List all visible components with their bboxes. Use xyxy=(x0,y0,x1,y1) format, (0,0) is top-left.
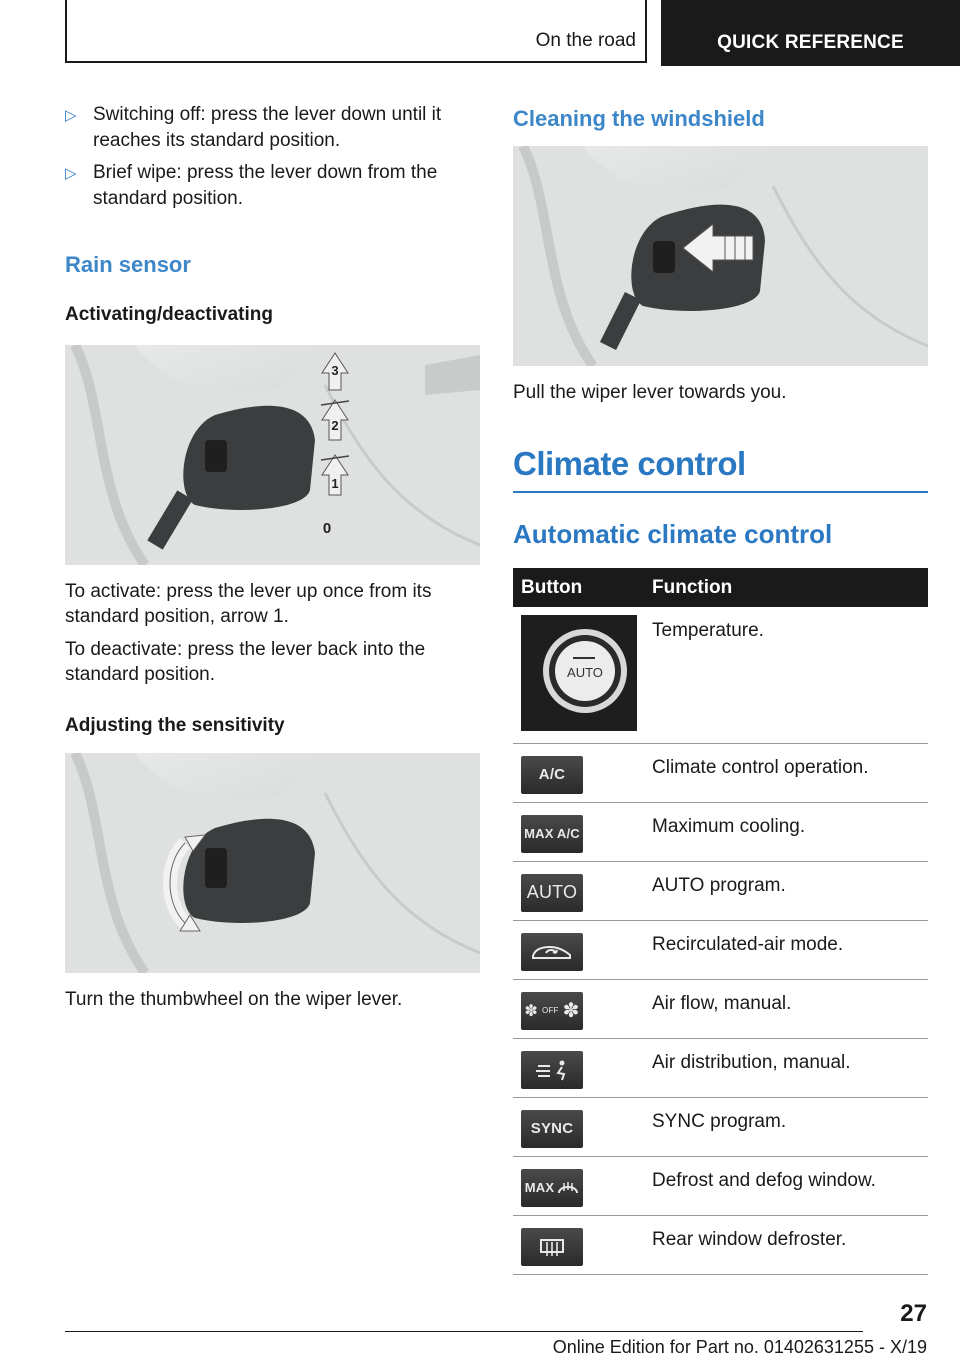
table-row xyxy=(513,743,928,802)
pull-text: Pull the wiper lever towards you. xyxy=(513,382,787,403)
table-row xyxy=(513,1215,928,1274)
fan-small-icon: ✽ xyxy=(524,1002,539,1020)
rain-sensor-heading: Rain sensor xyxy=(65,252,191,277)
thumbwheel-figure xyxy=(65,753,480,973)
function-cell: Air flow, manual. xyxy=(644,979,928,1038)
page-header xyxy=(0,0,960,66)
activating-heading: Activating/deactivating xyxy=(65,304,273,325)
max-label: MAX xyxy=(524,1180,555,1195)
chapter-tab[interactable]: QUICK REFERENCE xyxy=(661,0,960,66)
column-header-button: Button xyxy=(513,568,644,607)
rear-defrost-icon xyxy=(521,1228,583,1266)
fan-off-label: OFF xyxy=(542,1006,559,1015)
table-row xyxy=(513,802,928,861)
function-cell: SYNC program. xyxy=(644,1097,928,1156)
function-cell: Air distribution, manual. xyxy=(644,1038,928,1097)
list-item-text: Switching off: press the lever down until it reaches its standard position. xyxy=(93,104,442,151)
auto-button-icon: AUTO xyxy=(521,874,583,912)
page-number: 27 xyxy=(900,1300,927,1327)
heading-rule xyxy=(513,491,928,493)
auto-label: AUTO xyxy=(567,665,603,680)
windshield-heat-icon xyxy=(557,1179,579,1197)
table-header-row xyxy=(513,568,928,607)
position-label: 3 xyxy=(331,363,339,378)
left-column xyxy=(65,102,480,1020)
deactivate-text: To deactivate: press the lever back into the standard position. xyxy=(65,639,426,685)
temperature-auto-dial-icon xyxy=(521,615,637,731)
climate-control-heading: Climate control xyxy=(513,445,746,482)
position-label: 0 xyxy=(322,520,332,537)
list-item xyxy=(65,160,480,212)
function-cell: Temperature. xyxy=(644,607,928,743)
windshield-lever-figure xyxy=(513,146,928,366)
function-cell: Defrost and defog window. xyxy=(644,1156,928,1215)
function-cell: AUTO program. xyxy=(644,861,928,920)
column-header-function: Function xyxy=(644,568,928,607)
thumbwheel-text: Turn the thumbwheel on the wiper lever. xyxy=(65,989,403,1010)
table-row xyxy=(513,1156,928,1215)
right-column xyxy=(513,102,928,1275)
automatic-climate-heading: Automatic climate control xyxy=(513,519,833,549)
climate-buttons-table xyxy=(513,568,928,1275)
list-item-text: Brief wipe: press the lever down from the standard position. xyxy=(93,162,438,209)
cleaning-heading: Cleaning the windshield xyxy=(513,106,765,131)
function-cell: Rear window defroster. xyxy=(644,1215,928,1274)
table-row xyxy=(513,607,928,743)
triangle-bullet-icon: ▷ xyxy=(65,165,77,182)
recirculation-icon xyxy=(521,933,583,971)
sensitivity-heading: Adjusting the sensitivity xyxy=(65,715,285,736)
position-label: 2 xyxy=(331,418,339,433)
table-row xyxy=(513,1097,928,1156)
table-row xyxy=(513,979,928,1038)
ac-button-icon: A/C xyxy=(521,756,583,794)
footer-rule xyxy=(65,1331,863,1332)
function-cell: Climate control operation. xyxy=(644,743,928,802)
list-item xyxy=(65,102,480,154)
max-defrost-icon xyxy=(521,1169,583,1207)
table-row xyxy=(513,861,928,920)
function-cell: Recirculated-air mode. xyxy=(644,920,928,979)
max-ac-button-icon: MAX A/C xyxy=(521,815,583,853)
fan-large-icon: ✽ xyxy=(562,1000,580,1022)
position-label: 1 xyxy=(331,476,339,491)
table-row xyxy=(513,920,928,979)
function-cell: Maximum cooling. xyxy=(644,802,928,861)
sync-button-icon: SYNC xyxy=(521,1110,583,1148)
triangle-bullet-icon: ▷ xyxy=(65,107,77,124)
activate-text: To activate: press the lever up once from its standard position, arrow 1. xyxy=(65,581,432,627)
edition-footer: Online Edition for Part no. 01402631255 - X/19 xyxy=(552,1337,927,1357)
air-distribution-icon xyxy=(521,1051,583,1089)
section-title: On the road xyxy=(535,30,636,51)
fan-speed-icon xyxy=(521,992,583,1030)
table-row xyxy=(513,1038,928,1097)
rain-sensor-lever-figure xyxy=(65,345,480,565)
